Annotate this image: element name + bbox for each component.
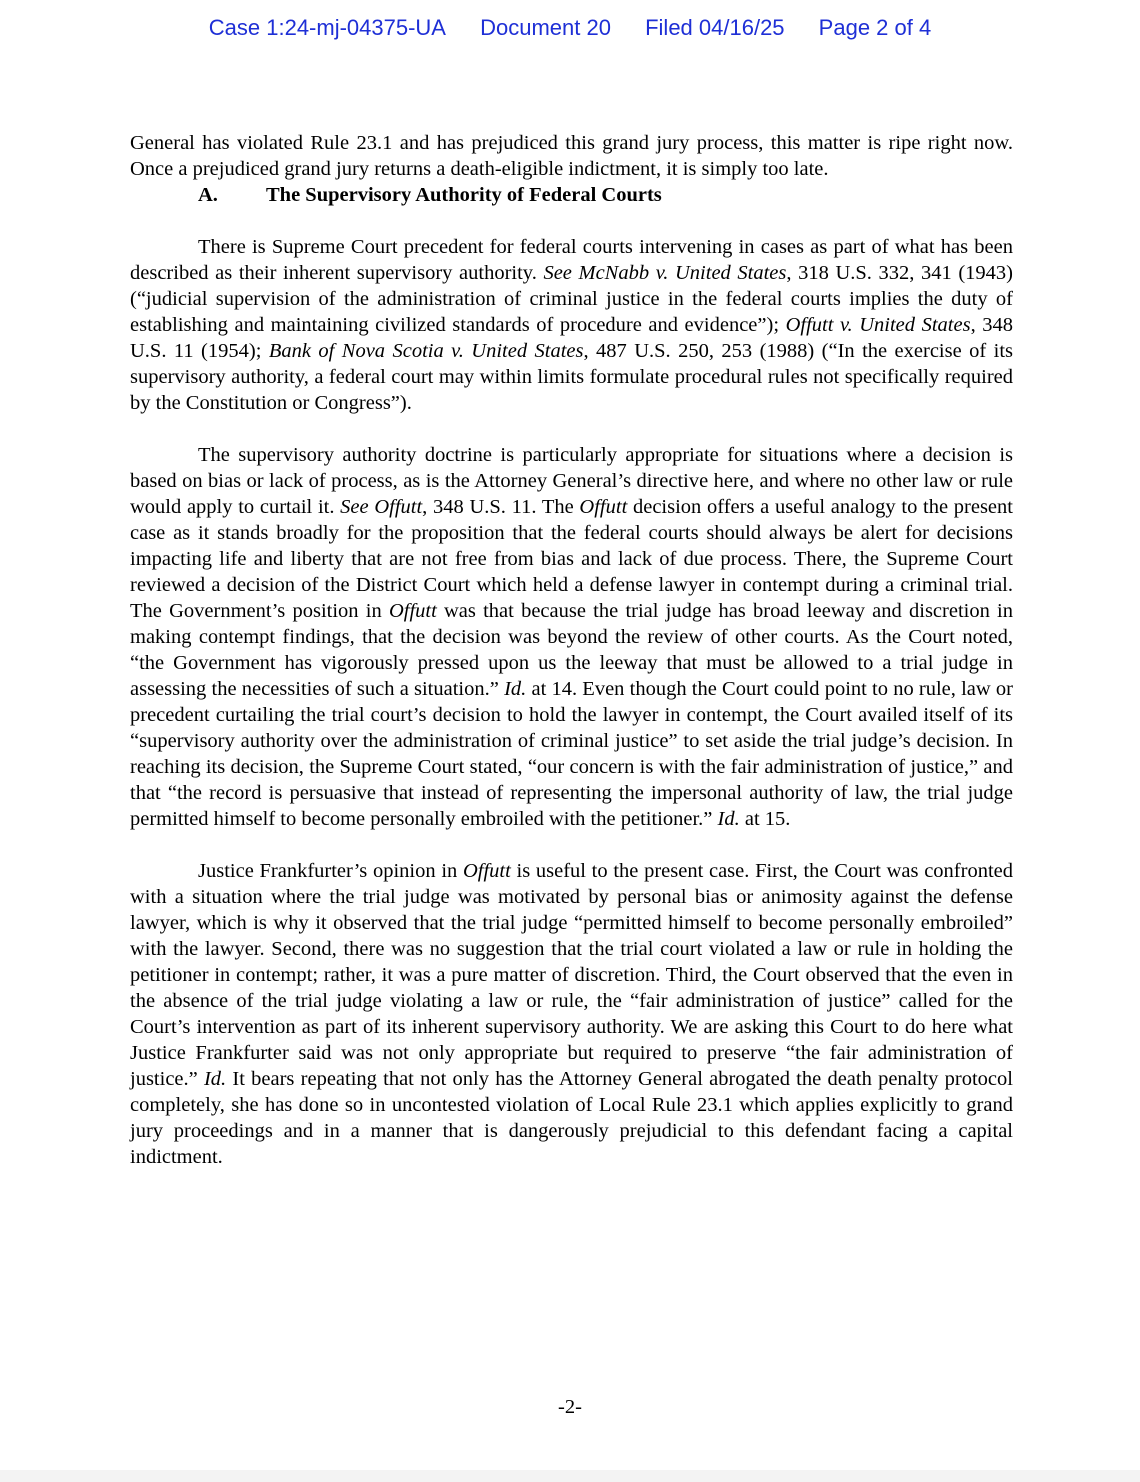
- page-indicator: Page 2 of 4: [818, 15, 932, 40]
- case-citation: Id.: [717, 808, 740, 830]
- filed-date: Filed 04/16/25: [645, 15, 785, 40]
- text-run: decision offers a useful analogy to the present case as it stands broadly for the proposition that the federal courts should always be alert for decisions impacting life and liberty that are not free from bias and lack of due process. There, the Supreme Court reviewed a decision of the District Court which held a defense lawyer in contempt during a criminal trial. The Government’s position in: [130, 496, 1013, 622]
- section-letter: A.: [198, 184, 218, 206]
- case-citation: Id.: [504, 678, 527, 700]
- paragraph-continuation: General has violated Rule 23.1 and has prejudiced this grand jury process, this matter is ripe right now. Once a prejudiced grand jury returns a death-eligible indictment, it is simply too late.: [130, 132, 1013, 180]
- text-run: is useful to the present case. First, the Court was confronted with a situation where the trial judge was motivated by personal bias or animosity against the defense lawyer, which is why it observed that the trial judge “permitted himself to become personally embroiled” with the lawyer. Second, there was no suggestion that the trial court violated a law or rule in holding the petitioner in contempt; rather, it was a pure matter of discretion. Third, the Court observed that the even in the absence of the trial judge violating a law or rule, the “fair administration of justice” called for the Court’s intervention as part of its inherent supervisory authority. We are asking this Court to do here what Justice Frankfurter said was not only appropriate but required to preserve “the fair administration of justice.”: [130, 860, 1013, 1090]
- case-citation: See Offutt: [340, 496, 423, 518]
- page-number: -2-: [558, 1396, 582, 1418]
- case-citation: See McNabb v. United States: [543, 262, 787, 284]
- case-citation: Offutt v. United States: [785, 314, 971, 336]
- paragraph-frankfurter-opinion: [130, 858, 1013, 1170]
- section-heading: [130, 182, 1013, 208]
- text-run: was that because the trial judge has broad leeway and discretion in making contempt findings, that the decision was beyond the review of other courts. As the Court noted, “the Government has vigorously pressed upon us the leeway that must be allowed to a trial judge in assessing the necessities of such a situation.”: [130, 600, 1014, 700]
- paragraph-supreme-court-precedent: [130, 234, 1013, 416]
- paragraph-supervisory-doctrine: [130, 442, 1013, 832]
- text-run: There is Supreme Court precedent for federal courts intervening in cases as part of what has been described as their inherent supervisory authority.: [130, 236, 1013, 284]
- case-citation: Offutt: [579, 496, 628, 518]
- case-number: Case 1:24-mj-04375-UA: [208, 15, 446, 40]
- text-run: at 14. Even though the Court could point to no rule, law or precedent curtailing the trial court’s decision to hold the lawyer in contempt, the Court availed itself of its “supervisory authority over the administration of criminal justice” to set aside the trial judge’s decision. In reaching its decision, the Supreme Court stated, “our concern is with the fair administration of justice,” and that “the record is persuasive that instead of representing the impersonal authority of law, the trial judge permitted himself to become personally embroiled with the petitioner.”: [130, 678, 1013, 830]
- text-run: The supervisory authority doctrine is particularly appropriate for situations where a decision is based on bias or lack of process, as is the Attorney General’s directive here, and where no other law or rule would apply to curtail it.: [130, 444, 1013, 518]
- ecf-header: [0, 13, 1140, 43]
- text-run: Justice Frankfurter’s opinion in: [198, 860, 463, 882]
- case-citation: Offutt: [462, 860, 511, 882]
- document-body: [130, 130, 1013, 1170]
- text-run: , 318 U.S. 332, 341 (1943) (“judicial supervision of the administration of criminal justice in the federal courts implies the duty of establishing and maintaining civilized standards of procedure and evidence”);: [130, 262, 1013, 336]
- text-run: , 348 U.S. 11 (1954);: [130, 314, 1013, 362]
- text-run: at 15.: [739, 808, 791, 830]
- case-citation: Bank of Nova Scotia v. United States: [268, 340, 584, 362]
- case-citation: Id.: [203, 1068, 227, 1090]
- case-citation: Offutt: [388, 600, 437, 622]
- text-run: , 348 U.S. 11. The: [422, 496, 580, 518]
- document-number: Document 20: [480, 15, 611, 40]
- text-run: It bears repeating that not only has the Attorney General abrogated the death penalty protocol completely, she has done so in uncontested violation of Local Rule 23.1 which applies explicitly to grand jury proceedings and in a manner that is dangerously prejudicial to this defendant facing a capital indictment.: [130, 1068, 1013, 1168]
- text-run: , 487 U.S. 250, 253 (1988) (“In the exercise of its supervisory authority, a federal court may within limits formulate procedural rules not specifically required by the Constitution or Congress”).: [130, 340, 1014, 414]
- section-title: The Supervisory Authority of Federal Courts: [266, 184, 662, 206]
